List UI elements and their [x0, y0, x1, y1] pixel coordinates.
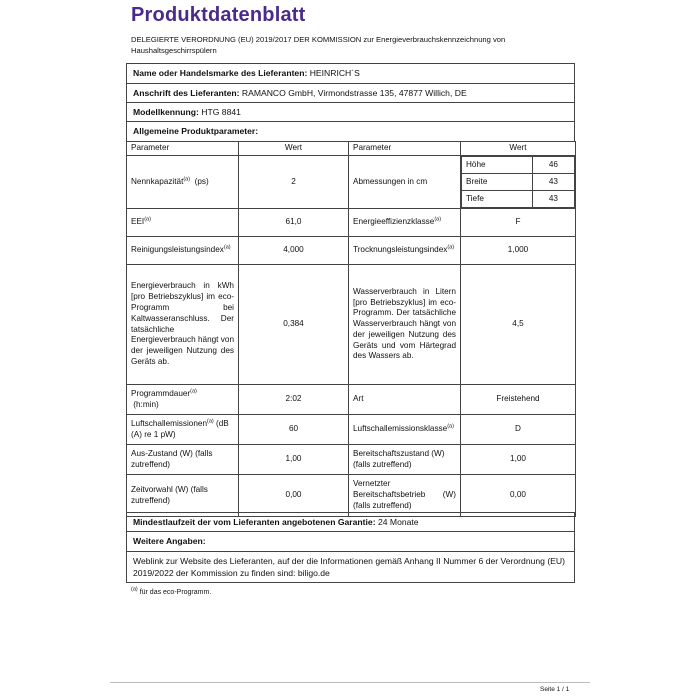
more-info-row	[126, 531, 575, 552]
table-row	[127, 445, 576, 475]
water-use-label: Wasserverbrauch in Litern [pro Betriebszyklus] im eco-Programm. Der tatsächliche Wasserverbrauch hängt von der jeweiligen Nutzung des Geräts und vom Härtegrad des Wassers ab.	[349, 265, 461, 385]
cleaning-value: 4,000	[239, 237, 349, 265]
more-info-label: Weitere Angaben:	[133, 536, 206, 546]
warranty-row	[126, 512, 575, 532]
capacity-value: 2	[239, 156, 349, 209]
noise-class-value: D	[461, 415, 576, 445]
parameter-table	[126, 141, 576, 517]
eei-value: 61,0	[239, 209, 349, 237]
supplier-label: Name oder Handelsmarke des Lieferanten:	[133, 68, 308, 78]
network-value: 0,00	[461, 475, 576, 517]
weblink-row	[126, 551, 575, 583]
width-label: Breite	[462, 174, 533, 191]
cleaning-label: Reinigungsleistungsindex$^{(a)}$	[127, 237, 239, 265]
regulation-text: DELEGIERTE VERORDNUNG (EU) 2019/2017 DER KOMMISSION zur Energieverbrauchskennzeichnung von Haushaltsgeschirrspülern	[131, 35, 506, 55]
table-row	[127, 209, 576, 237]
drying-label: Trocknungsleistungsindex$^{(a)}$	[349, 237, 461, 265]
table-row	[127, 237, 576, 265]
table-row	[127, 475, 576, 517]
noise-label: Luftschallemissionen$^{(a)}$ (dB (A) re 1 pW)	[127, 415, 239, 445]
page-title: Produktdatenblatt	[131, 4, 306, 26]
standby-value: 1,00	[461, 445, 576, 475]
standby-label: Bereitschaftszustand (W) (falls zutreffend)	[349, 445, 461, 475]
water-use-value: 4,5	[461, 265, 576, 385]
energy-use-value: 0,384	[239, 265, 349, 385]
footnote: $^{(a)}$ für das eco-Programm.	[131, 586, 212, 596]
energy-use-label: Energieverbrauch in kWh [pro Betriebszyklus] im eco-Programm bei Kaltwasseranschluss. Der tatsächliche Energieverbrauch hängt von der jeweiligen Nutzung des Geräts ab.	[127, 265, 239, 385]
general-params-row	[126, 121, 575, 142]
off-mode-value: 1,00	[239, 445, 349, 475]
model-label: Modellkennung:	[133, 106, 199, 117]
depth-label: Tiefe	[462, 191, 533, 208]
dimensions-cell	[461, 156, 576, 209]
table-row	[127, 265, 576, 385]
address-label: Anschrift des Lieferanten:	[133, 87, 240, 98]
noise-class-label: Luftschallemissionsklasse$^{(a)}$	[349, 415, 461, 445]
page-number: Seite 1 / 1	[540, 686, 570, 693]
weblink-text: Weblink zur Website des Lieferanten, auf der die Informationen gemäß Anhang II Nummer 6 der Verordnung (EU) 2019/2022 der Kommission zu finden sind: biligo.de	[133, 556, 565, 578]
height-value: 46	[532, 157, 574, 174]
network-label: Vernetzter Bereitschaftsbetrieb (W) (falls zutreffend)	[349, 475, 461, 517]
noise-value: 60	[239, 415, 349, 445]
address-value: RAMANCO GmbH, Virmondstrasse 135, 47877 Willich, DE	[241, 87, 467, 98]
header-value-1: Wert	[239, 142, 349, 156]
delay-label: Zeitvorwahl (W) (falls zutreffend)	[127, 475, 239, 517]
duration-value: 2:02	[239, 385, 349, 415]
dimensions-label: Abmessungen in cm	[349, 156, 461, 209]
footer-divider	[110, 682, 590, 683]
type-label: Art	[349, 385, 461, 415]
off-mode-label: Aus-Zustand (W) (falls zutreffend)	[127, 445, 239, 475]
table-row	[127, 156, 576, 209]
drying-value: 1,000	[461, 237, 576, 265]
warranty-label: Mindestlaufzeit der vom Lieferanten angebotenen Garantie:	[133, 516, 376, 527]
table-row	[127, 415, 576, 445]
depth-value: 43	[532, 191, 574, 208]
header-parameter-2: Parameter	[349, 142, 461, 156]
delay-value: 0,00	[239, 475, 349, 517]
type-value: Freistehend	[461, 385, 576, 415]
supplier-value: HEINRICH´S	[309, 68, 360, 78]
model-row	[126, 102, 575, 122]
capacity-label: Nennkapazität$^{(a)}$ (ps)	[127, 156, 239, 209]
header-value-2: Wert	[461, 142, 576, 156]
address-row	[126, 83, 575, 103]
energy-class-label: Energieeffizienzklasse$^{(a)}$	[349, 209, 461, 237]
width-value: 43	[532, 174, 574, 191]
warranty-value: 24 Monate	[377, 516, 419, 527]
table-row	[127, 385, 576, 415]
energy-class-value: F	[461, 209, 576, 237]
supplier-row	[126, 63, 575, 84]
duration-label: Programmdauer$^{(a)}$ (h:min)	[127, 385, 239, 415]
model-value: HTG 8841	[201, 106, 241, 117]
table-header-row	[127, 142, 576, 156]
general-params-label: Allgemeine Produktparameter:	[133, 126, 259, 136]
header-parameter-1: Parameter	[127, 142, 239, 156]
height-label: Höhe	[462, 157, 533, 174]
eei-label: EEI$^{(a)}$	[127, 209, 239, 237]
